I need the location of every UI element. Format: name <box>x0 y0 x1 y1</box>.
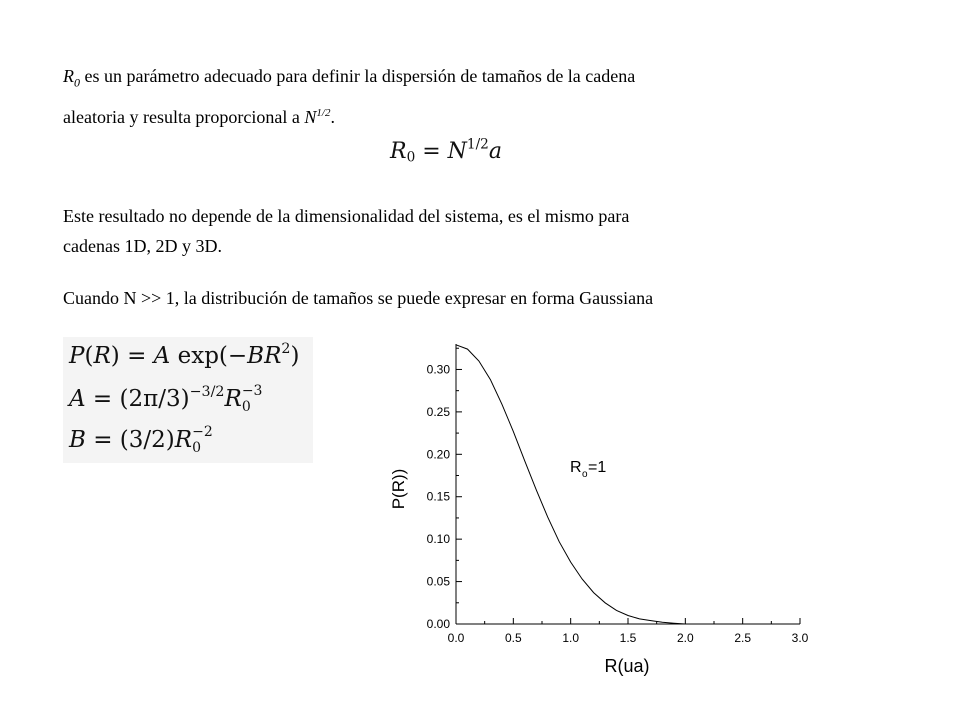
formula-a-constant <box>69 383 264 415</box>
series-line <box>456 345 685 624</box>
y-tick-label: 0.10 <box>426 532 450 547</box>
eq-r: R <box>390 139 407 164</box>
f1-p: P <box>69 343 85 369</box>
f2-r: R <box>224 386 242 412</box>
eq-equals: = <box>415 139 448 164</box>
f2-r-exp: −3 <box>241 383 263 399</box>
eq-n: N <box>447 139 467 164</box>
r0-subscript: 0 <box>74 75 80 90</box>
f1-exp2: 2 <box>281 341 291 358</box>
paragraph-text: aleatoria y resulta proporcional a <box>63 106 305 127</box>
equation-r0-scaling <box>390 136 502 166</box>
y-tick-label: 0.00 <box>426 617 450 631</box>
paragraph-line <box>63 61 635 98</box>
f2-exp: −3/2 <box>189 384 225 401</box>
x-tick-label: 2.5 <box>734 631 752 645</box>
n-exponent: 1/2 <box>316 106 331 119</box>
f2-r-sub: 0 <box>241 399 251 415</box>
f3-body: = (3/2) <box>85 427 175 453</box>
x-tick-label: 3.0 <box>791 631 809 645</box>
r0-symbol: R <box>63 66 74 86</box>
x-tick-label: 1.0 <box>562 631 580 645</box>
paragraph-line <box>63 98 635 132</box>
y-tick-label: 0.15 <box>426 489 450 504</box>
paragraph-text: es un parámetro adecuado para definir la dispersión de tamaños de la cadena <box>80 66 636 86</box>
x-tick-label: 0.5 <box>504 631 522 645</box>
x-tick-label: 0.0 <box>447 631 465 645</box>
f1-a: A <box>153 343 171 369</box>
f3-b: B <box>69 427 86 453</box>
x-axis-label: R(ua) <box>604 656 650 676</box>
f1-eq: ) = <box>110 343 154 369</box>
y-tick-label: 0.30 <box>426 362 450 377</box>
paragraph-line: cadenas 1D, 2D y 3D. <box>63 236 222 256</box>
annotation-value: =1 <box>588 459 607 476</box>
y-tick-label: 0.25 <box>426 404 450 419</box>
y-tick-label: 0.05 <box>426 574 450 589</box>
f1-exp: exp(− <box>170 343 248 369</box>
f3-r-sub: 0 <box>192 440 202 456</box>
f2-body: = (2π/3) <box>85 386 190 412</box>
y-axis-label: P(R)) <box>389 468 408 510</box>
formula-b-constant <box>69 424 214 456</box>
formula-probability <box>69 343 299 369</box>
paragraph-r0-definition <box>63 61 635 132</box>
paragraph-line: Cuando N >> 1, la distribución de tamaños se puede expresar en forma Gaussiana <box>63 288 654 308</box>
paragraph-period: . <box>330 106 335 127</box>
gaussian-formulas <box>63 337 313 463</box>
f1-r: R <box>93 343 111 369</box>
paragraph-gaussian <box>63 283 653 313</box>
f1-br: BR <box>247 343 282 369</box>
f1-close: ) <box>290 343 300 369</box>
paragraph-dimensionality <box>63 201 629 261</box>
x-tick-label: 2.0 <box>676 631 694 645</box>
n-symbol: N <box>304 106 317 127</box>
paragraph-line: Este resultado no depende de la dimensionalidad del sistema, es el mismo para <box>63 206 630 226</box>
f2-a: A <box>69 386 86 412</box>
y-tick-label: 0.20 <box>426 447 450 462</box>
x-tick-label: 1.5 <box>619 631 637 645</box>
eq-n-exp: 1/2 <box>466 136 489 153</box>
f1-paren: ( <box>84 343 94 369</box>
eq-a: a <box>488 139 502 164</box>
annotation-sub: o <box>582 469 588 480</box>
annotation-r: R <box>570 459 582 476</box>
eq-r-sub: 0 <box>406 149 416 166</box>
f3-r: R <box>174 427 193 453</box>
f3-r-exp: −2 <box>192 424 213 440</box>
